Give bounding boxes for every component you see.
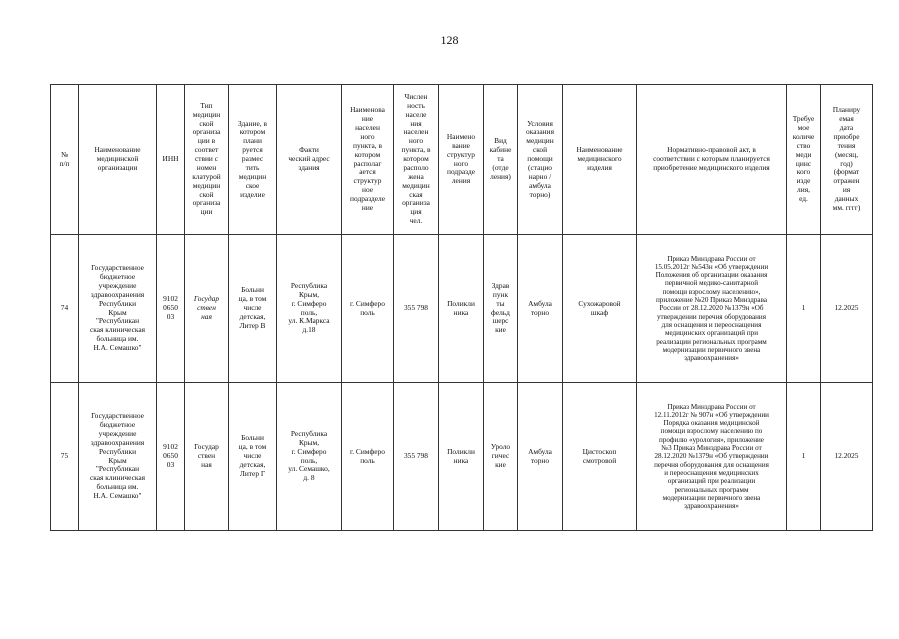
organization-type-cell: Государ ствен ная — [185, 235, 229, 383]
law-cell: Приказ Минздрава России от 12.11.2012г № 907н «Об утверждении Порядка оказания медицинской помощи взрослому населению по профилю «урология», приложение №3 Приказ Минздрава России от 28.12.2020 №1379н «Об утверждении перечня оборудования для оснащения и переоснащения медицинских организаций при реализации региональных программ модернизации первичного звена здравоохранения» — [637, 383, 787, 531]
device-cell: Сухожаровой шкаф — [563, 235, 637, 383]
header-cell: Условия оказания медицин ской помощи (стацио нарно / амбула торно) — [518, 85, 563, 235]
header-cell: Тип медицин ской организа ции в соответ ствии с номен клатурой медицин ской организа ции — [185, 85, 229, 235]
header-cell: Планиру емая дата приобре тения (месяц, год) (формат отражен ия данных мм. гггг) — [821, 85, 873, 235]
row-number-cell: 74 — [51, 235, 79, 383]
inn-cell: 9102 0650 03 — [157, 383, 185, 531]
header-cell: Вид кабине та (отде ления) — [484, 85, 518, 235]
conditions-cell: Амбула торно — [518, 383, 563, 531]
organization-type-cell: Государ ствен ная — [185, 383, 229, 531]
population-cell: 355 798 — [394, 383, 439, 531]
table-row — [51, 383, 873, 531]
building-cell: Больни ца, в том числе детская, Литер В — [229, 235, 277, 383]
address-cell: Республика Крым, г. Симферо поль, ул. К.Маркса д.18 — [277, 235, 342, 383]
cabinet-cell: Уроло гичес кие — [484, 383, 518, 531]
inn-cell: 9102 0650 03 — [157, 235, 185, 383]
table-header-row — [51, 85, 873, 235]
header-cell: Наименова ние населен ного пункта, в котором располаг ается структур ное подразделе ние — [342, 85, 394, 235]
locality-cell: г. Симферо поль — [342, 383, 394, 531]
header-cell: Наимено вание структур ного подразде ления — [439, 85, 484, 235]
organization-cell: Государственное бюджетное учреждение здравоохранения Республики Крым "Республикан ская клиническая больница им. Н.А. Семашко" — [79, 383, 157, 531]
header-cell: Факти ческий адрес здания — [277, 85, 342, 235]
date-cell: 12.2025 — [821, 383, 873, 531]
table-row — [51, 235, 873, 383]
locality-cell: г. Симферо поль — [342, 235, 394, 383]
header-cell: Требуе мое количе ство меди цинс кого изде лия, ед. — [787, 85, 821, 235]
header-cell: Наименование медицинской организации — [79, 85, 157, 235]
row-number-cell: 75 — [51, 383, 79, 531]
quantity-cell: 1 — [787, 383, 821, 531]
device-cell: Цистоскоп смотровой — [563, 383, 637, 531]
unit-cell: Поликли ника — [439, 383, 484, 531]
header-cell: Числен ность населе ния населен ного пункта, в котором располо жена медицин ская организа ция чел. — [394, 85, 439, 235]
cabinet-cell: Здрав пунк ты фельд шерс кие — [484, 235, 518, 383]
population-cell: 355 798 — [394, 235, 439, 383]
date-cell: 12.2025 — [821, 235, 873, 383]
page-number: 128 — [440, 33, 459, 47]
header-cell: Нормативно-правовой акт, в соответствии с которым планируется приобретение медицинского изделия — [637, 85, 787, 235]
conditions-cell: Амбула торно — [518, 235, 563, 383]
header-cell: Здание, в котором плани руется размес тить медицин ское изделие — [229, 85, 277, 235]
organization-cell: Государственное бюджетное учреждение здравоохранения Республики Крым "Республикан ская клиническая больница им. Н.А. Семашко" — [79, 235, 157, 383]
unit-cell: Поликли ника — [439, 235, 484, 383]
quantity-cell: 1 — [787, 235, 821, 383]
header-cell: Наименование медицинского изделия — [563, 85, 637, 235]
building-cell: Больни ца, в том числе детская, Литер Г — [229, 383, 277, 531]
medical-equipment-table — [50, 84, 873, 531]
law-cell: Приказ Минздрава России от 15.05.2012г №543н «Об утверждении Положения об организации оказания первичной медико-санитарной помощи взрослому населению», приложение №20 Приказ Минздрава России от 28.12.2020 №1379н «Об утверждении перечня оборудования для оснащения и переоснащения медицинских организаций при реализации региональных программ модернизации первичного звена здравоохранения» — [637, 235, 787, 383]
header-cell: № п/п — [51, 85, 79, 235]
address-cell: Республика Крым, г. Симферо поль, ул. Семашко, д. 8 — [277, 383, 342, 531]
header-cell: ИНН — [157, 85, 185, 235]
